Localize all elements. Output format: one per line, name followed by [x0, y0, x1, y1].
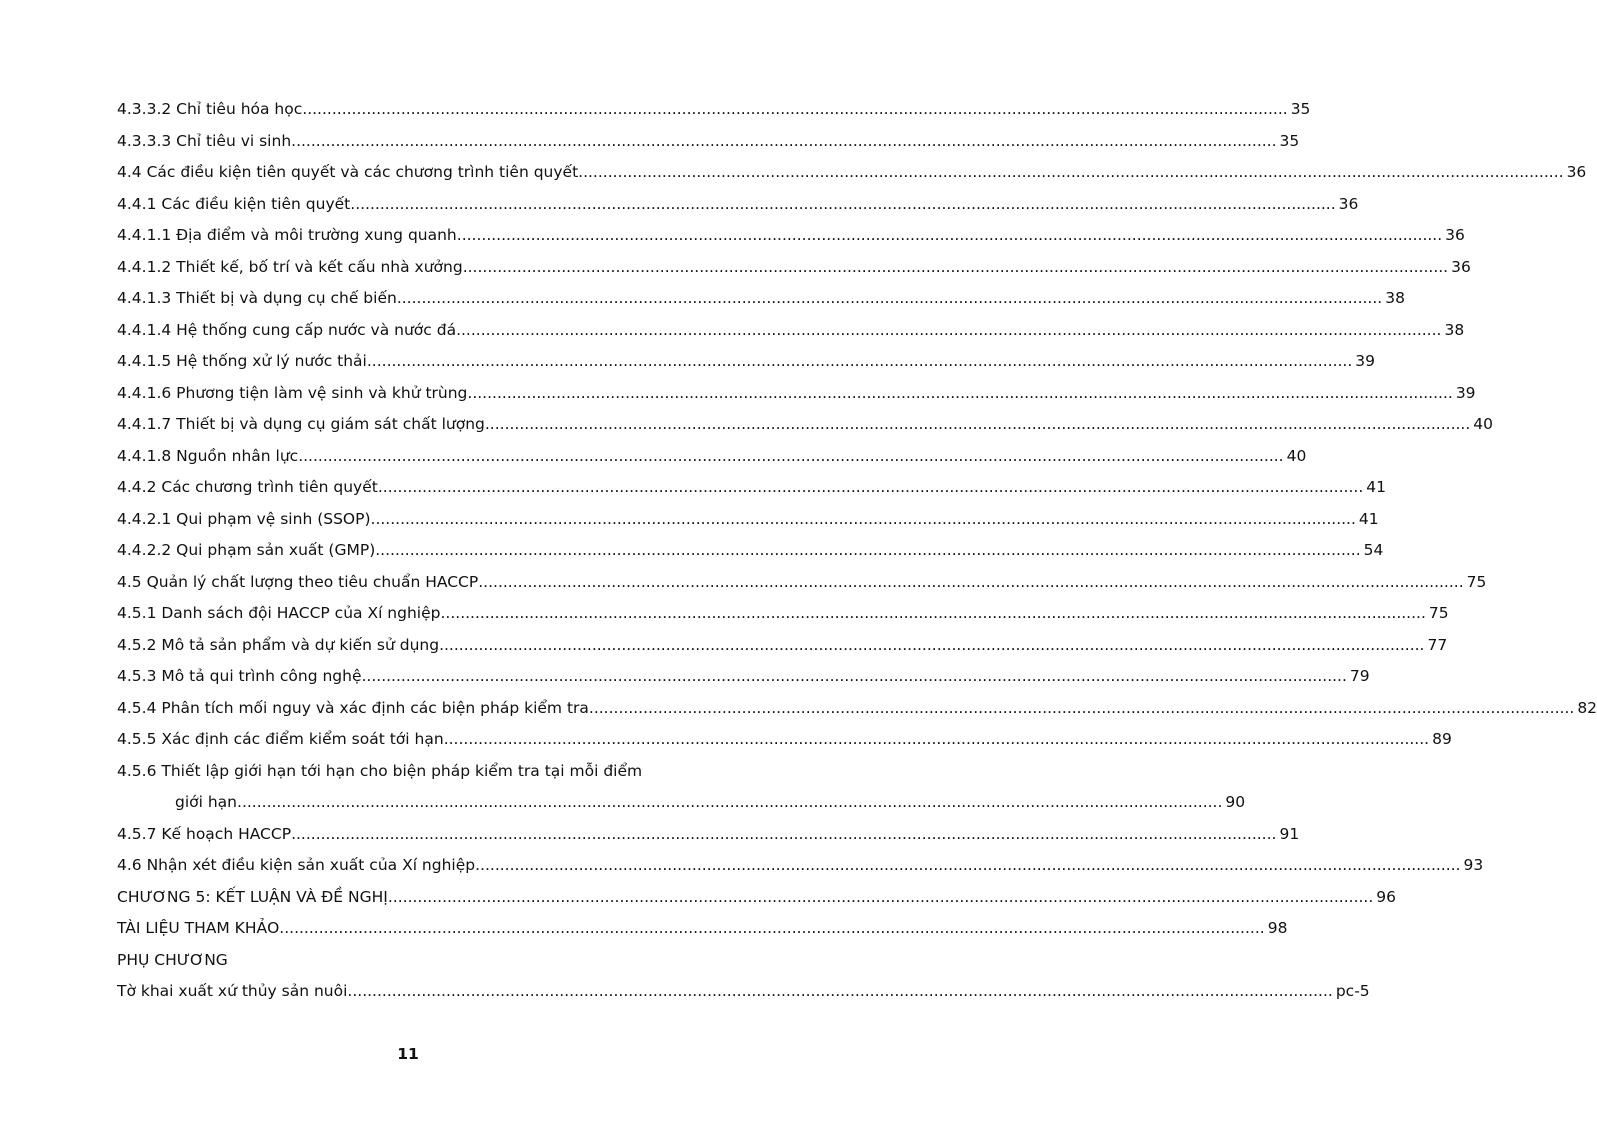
toc-entry-title: 4.5.3 Mô tả qui trình công nghệ: [117, 667, 362, 685]
toc-entry: [117, 882, 1397, 914]
toc-entry: [117, 661, 1370, 693]
toc-entry-title: 4.4.1.6 Phương tiện làm vệ sinh và khử trùng: [117, 383, 468, 402]
toc-entry-page: 40: [1473, 415, 1494, 433]
toc-entry-title: 4.4.2 Các chương trình tiên quyết: [117, 478, 378, 496]
toc-dot-leader: ........................................................................................................................................................................................................: [366, 352, 1353, 370]
toc-entry-title: PHỤ CHƯƠNG: [117, 950, 228, 969]
toc-dot-leader: ........................................................................................................................................................................................................: [370, 509, 1356, 528]
toc-dot-leader: ........................................................................................................................................................................................................: [377, 478, 1364, 496]
toc-entry-page: 91: [1279, 824, 1300, 843]
toc-entry: [117, 756, 657, 788]
toc-entry-title: 4.4.2.1 Qui phạm vệ sinh (SSOP): [117, 509, 371, 528]
toc-dot-leader: ........................................................................................................................................................................................................: [396, 289, 1383, 307]
toc-entry-page: 90: [1225, 793, 1246, 811]
toc-dot-leader: ........................................................................................................................................................................................................: [361, 667, 1347, 685]
toc-entry: [117, 252, 1471, 284]
toc-dot-leader: ........................................................................................................................................................................................................: [456, 320, 1442, 339]
toc-entry-page: 82: [1577, 698, 1597, 717]
toc-entry-title: 4.4.1.7 Thiết bị và dụng cụ giám sát chất lượng: [117, 415, 485, 433]
toc-entry: [117, 945, 657, 977]
toc-entry: [117, 630, 1448, 662]
toc-entry-title: TÀI LIỆU THAM KHẢO: [117, 919, 280, 937]
toc-entry-title: 4.4.2.2 Qui phạm sản xuất (GMP): [117, 541, 376, 559]
toc-entry: [117, 441, 1307, 473]
toc-entry-page: 77: [1427, 635, 1448, 654]
toc-entry: [117, 472, 1386, 504]
toc-entry: [117, 94, 1311, 126]
toc-entry-page: 39: [1355, 352, 1376, 370]
toc-entry-page: 35: [1290, 100, 1311, 118]
page-number: 11: [397, 1045, 419, 1063]
toc-dot-leader: ........................................................................................................................................................................................................: [350, 194, 1336, 213]
toc-dot-leader: ........................................................................................................................................................................................................: [456, 226, 1443, 244]
toc-entry: [117, 913, 1288, 945]
toc-entry: [117, 126, 1300, 158]
toc-entry-title: 4.5.2 Mô tả sản phẩm và dự kiến sử dụng: [117, 635, 440, 654]
toc-entry-title: 4.5 Quản lý chất lượng theo tiêu chuẩn HACCP: [117, 572, 479, 591]
toc-entry-page: 38: [1444, 320, 1465, 339]
toc-entry: [117, 693, 1597, 725]
toc-dot-leader: ........................................................................................................................................................................................................: [279, 919, 1265, 937]
toc-entry: [117, 409, 1494, 441]
toc-entry-page: 40: [1286, 446, 1307, 465]
toc-dot-leader: ........................................................................................................................................................................................................: [443, 730, 1430, 748]
toc-entry-page: pc-5: [1335, 982, 1370, 1000]
toc-entry: [117, 157, 1587, 189]
toc-dot-leader: ........................................................................................................................................................................................................: [237, 793, 1223, 811]
toc-entry: [117, 819, 1300, 851]
toc-entry-title: 4.4.1.5 Hệ thống xử lý nước thải: [117, 352, 367, 370]
toc-dot-leader: ........................................................................................................................................................................................................: [478, 572, 1464, 591]
toc-entry: [117, 346, 1376, 378]
toc-entry-title: Tờ khai xuất xứ thủy sản nuôi: [117, 982, 348, 1000]
toc-dot-leader: ........................................................................................................................................................................................................: [347, 982, 1333, 1000]
toc-dot-leader: ........................................................................................................................................................................................................: [298, 446, 1284, 465]
toc-entry-title: CHƯƠNG 5: KẾT LUẬN VÀ ĐỀ NGHỊ: [117, 887, 388, 906]
toc-entry-title: 4.4.1.2 Thiết kế, bố trí và kết cấu nhà xưởng: [117, 257, 463, 276]
toc-dot-leader: ........................................................................................................................................................................................................: [387, 887, 1374, 906]
toc-dot-leader: ........................................................................................................................................................................................................: [475, 856, 1461, 874]
toc-dot-leader: ........................................................................................................................................................................................................: [440, 604, 1426, 622]
toc-entry-page: 96: [1376, 887, 1397, 906]
toc-entry: [117, 504, 1379, 536]
toc-entry-title: 4.4.1.3 Thiết bị và dụng cụ chế biến: [117, 289, 397, 307]
toc-entry-page: 54: [1363, 541, 1384, 559]
toc-entry-page: 38: [1385, 289, 1405, 307]
toc-entry-title: 4.3.3.3 Chỉ tiêu vi sinh: [117, 131, 292, 150]
toc-entry-title: giới hạn: [175, 793, 238, 811]
toc-dot-leader: ........................................................................................................................................................................................................: [291, 131, 1277, 150]
toc-entry: [117, 598, 1449, 630]
toc-entry-page: 93: [1463, 856, 1484, 874]
toc-entry-page: 98: [1267, 919, 1288, 937]
toc-dot-leader: ........................................................................................................................................................................................................: [578, 163, 1564, 181]
toc-dot-leader: ........................................................................................................................................................................................................: [462, 257, 1449, 276]
toc-entry-title: 4.4 Các điều kiện tiên quyết và các chương trình tiên quyết: [117, 163, 579, 181]
toc-dot-leader: ........................................................................................................................................................................................................: [588, 698, 1575, 717]
toc-dot-leader: ........................................................................................................................................................................................................: [439, 635, 1425, 654]
toc-dot-leader: ........................................................................................................................................................................................................: [291, 824, 1277, 843]
toc-dot-leader: ........................................................................................................................................................................................................: [302, 100, 1288, 118]
toc-entry-title: 4.5.1 Danh sách đội HACCP của Xí nghiệp: [117, 604, 441, 622]
toc-entry-title: 4.5.5 Xác định các điểm kiểm soát tới hạn: [117, 730, 444, 748]
toc-entry: [117, 189, 1359, 221]
toc-entry: [117, 850, 1484, 882]
toc-entry-page: 36: [1338, 194, 1359, 213]
toc-entry-title: 4.4.1.8 Nguồn nhân lực: [117, 446, 299, 465]
toc-entry-title: 4.4.1 Các điều kiện tiên quyết: [117, 194, 351, 213]
table-of-contents: [117, 94, 1597, 1008]
toc-entry-page: 89: [1432, 730, 1452, 748]
toc-entry: [117, 567, 1487, 599]
toc-entry: [117, 315, 1465, 347]
toc-entry-title: 4.5.6 Thiết lập giới hạn tới hạn cho biện pháp kiểm tra tại mỗi điểm: [117, 761, 643, 780]
toc-entry-page: 36: [1445, 226, 1465, 244]
toc-entry-title: 4.3.3.2 Chỉ tiêu hóa học: [117, 100, 303, 118]
toc-entry-title: 4.6 Nhận xét điều kiện sản xuất của Xí nghiệp: [117, 856, 476, 874]
toc-entry-page: 75: [1466, 572, 1487, 591]
toc-entry: [117, 724, 1452, 756]
toc-entry-page: 41: [1358, 509, 1379, 528]
toc-entry-page: 36: [1566, 163, 1587, 181]
toc-entry: [117, 220, 1465, 252]
toc-entry-page: 36: [1451, 257, 1471, 276]
toc-entry-page: 79: [1349, 667, 1370, 685]
toc-entry: [117, 787, 1246, 819]
toc-entry-page: 39: [1455, 383, 1476, 402]
toc-entry: [117, 535, 1384, 567]
toc-entry-title: 4.5.7 Kế hoạch HACCP: [117, 824, 292, 843]
toc-entry-page: 75: [1428, 604, 1449, 622]
toc-entry-title: 4.4.1.1 Địa điểm và môi trường xung quanh: [117, 226, 457, 244]
toc-entry: [117, 378, 1476, 410]
toc-entry: [117, 976, 1370, 1008]
toc-entry-page: 35: [1279, 131, 1300, 150]
toc-entry: [117, 283, 1405, 315]
toc-dot-leader: ........................................................................................................................................................................................................: [375, 541, 1361, 559]
toc-dot-leader: ........................................................................................................................................................................................................: [484, 415, 1471, 433]
toc-entry-page: 41: [1366, 478, 1386, 496]
toc-entry-title: 4.5.4 Phân tích mối nguy và xác định các biện pháp kiểm tra: [117, 698, 589, 717]
toc-dot-leader: ........................................................................................................................................................................................................: [467, 383, 1453, 402]
toc-entry-title: 4.4.1.4 Hệ thống cung cấp nước và nước đá: [117, 320, 457, 339]
